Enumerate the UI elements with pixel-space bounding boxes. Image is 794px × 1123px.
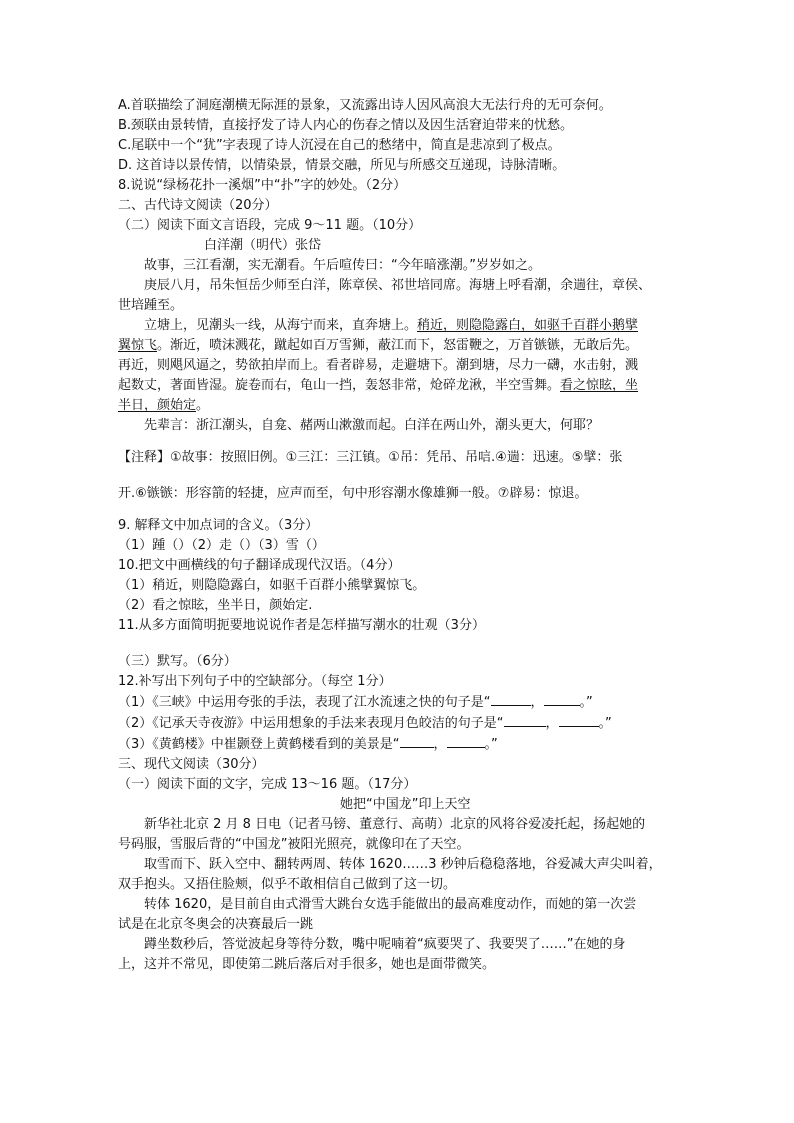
article-paragraph-4-line-2: 上，这并不常见，即使第二跳后落后对手很多，她也是面带微笑。 (118, 957, 496, 972)
underlined-sentence-2: 看之惊眩，坐 (560, 378, 639, 393)
passage-paragraph-2-line-2: 世培踵至。 (118, 298, 184, 313)
fill-blank[interactable] (491, 692, 531, 706)
fill-blank[interactable] (504, 713, 546, 727)
underlined-sentence-2-end: 半日，颜始定 (118, 398, 197, 413)
question-10-item-2: （2）看之惊眩，坐半日，颜始定. (118, 598, 313, 613)
underlined-sentence-1: 稍近，则隐隐露白，如驱千百群小鹅擘 (417, 318, 639, 333)
q7-option-b: B.颈联由景转情，直接抒发了诗人内心的伤春之情以及因生活窘迫带来的忧愁。 (118, 118, 574, 133)
question-11: 11.从多方面简明扼要地说说作者是怎样描写潮水的壮观（3分） (118, 618, 485, 633)
q7-option-d: D. 这首诗以景传情，以情染景，情景交融，所见与所感交互递现，诗脉清晰。 (118, 158, 566, 173)
question-12-item-3: （3）《黄鹤楼》中崔颢登上黄鹤楼看到的美景是“ ， 。” (118, 734, 678, 755)
q7-option-c: C.尾联中一个“犹”字表现了诗人沉浸在自己的愁绪中，简直是悲凉到了极点。 (118, 138, 561, 153)
q7-option-a: A.首联描绘了洞庭潮横无际涯的景象，又流露出诗人因风高浪大无法行舟的无可奈何。 (118, 98, 612, 113)
question-12: 12.补写出下列句子中的空缺部分。（每空 1分） (118, 674, 392, 689)
section-3-title: 三、现代文阅读（30分） (118, 757, 265, 772)
annotation-line-1: 【注释】①故事：按照旧例。①三江：三江镇。①吊：凭吊、吊唁.④遄：迅速。⑤擘：张 (118, 450, 623, 465)
exam-page (118, 96, 678, 975)
article-paragraph-1-line-2: 号码服，雪服后背的“中国龙”被阳光照亮，就像印在了天空。 (118, 837, 470, 852)
section-2-part-2-heading: （二）阅读下面文言语段，完成 9～11 题。（10分） (118, 218, 422, 233)
passage-paragraph-3-line-1: 立塘上，见潮头一线，从海宁而来，直奔塘上。稍近，则隐隐露白，如驱千百群小鹅擘 (144, 318, 639, 333)
question-12-item-1: （1）《三峡》中运用夸张的手法，表现了江水流速之快的句子是“ ， 。” (118, 692, 678, 713)
passage-paragraph-3-line-4: 起数丈，著面皆湿。旋卷而右，龟山一挡，轰怒非常，炝碎龙湫，半空雪舞。看之惊眩，坐 (118, 378, 639, 393)
passage-paragraph-3-line-3: 再近，则飓风逼之，势欲拍岸而上。看者辟易，走避塘下。潮到塘，尽力一礴，水击射，溅 (118, 358, 639, 373)
question-8: 8.说说“绿杨花扑一溪烟”中“扑”字的妙处。（2分） (118, 178, 407, 193)
article-paragraph-2-line-1: 取雪而下、跃入空中、翻转两周、转体 1620……3 秒钟后稳稳落地，谷爱减大声尖叫着， (144, 857, 662, 872)
article-paragraph-3-line-2: 试是在北京冬奥会的决赛最后一跳 (118, 917, 314, 932)
fill-blank[interactable] (400, 734, 434, 748)
article-paragraph-2-line-2: 双手抱头。又捂住脸颊，似乎不敢相信自己做到了这一切。 (118, 877, 457, 892)
question-10-item-1: （1）稍近，则隐隐露白，如驱千百群小熊擘翼惊飞。 (118, 578, 426, 593)
passage-paragraph-3-line-2: 翼惊飞。渐近，喷沫溅花，蹴起如百万雪狮，蔽江而下，怒雷鞭之，万首镞镞，无敢后先。 (118, 338, 639, 353)
question-9-items: （1）踵（）（2）走（）（3）雪（） (118, 538, 325, 553)
underlined-sentence-1-end: 翼惊飞 (118, 338, 158, 353)
section-2-part-3-heading: （三）默写。（6分） (118, 654, 237, 669)
article-title: 她把“中国龙”印上天空 (340, 797, 471, 812)
passage-paragraph-4: 先辈言：浙江潮头，自龛、赭两山漱激而起。白洋在两山外，潮头更大，何耶？ (144, 418, 600, 433)
question-12-item-2: （2）《记承天寺夜游》中运用想象的手法来表现月色皎洁的句子是“ ， 。” (118, 713, 678, 734)
fill-blank[interactable] (447, 734, 485, 748)
article-paragraph-1-line-1: 新华社北京 2 月 8 日电（记者马镑、董意行、高萌）北京的风将谷爱凌托起，扬起她的 (144, 817, 646, 832)
article-paragraph-4-line-1: 蹲坐数秒后，答觉波起身等待分数，嘴中呢喃着“疯要哭了、我要哭了……”在她的身 (144, 937, 626, 952)
section-2-title: 二、古代诗文阅读（20分） (118, 198, 278, 213)
fill-blank[interactable] (544, 692, 580, 706)
passage-paragraph-2-line-1: 庚辰八月，吊朱恒岳少师至白洋，陈章侯、祁世培同席。海塘上呼看潮，余遄往，章侯、 (144, 278, 652, 293)
passage-title: 白洋潮（明代）张岱 (204, 238, 322, 253)
question-9: 9. 解释文中加点词的含义。（3分） (118, 518, 319, 533)
passage-paragraph-1: 故事，三江看潮，实无潮看。午后喧传曰：“今年暗涨潮。”岁岁如之。 (144, 258, 541, 273)
passage-paragraph-3-line-5: 半日，颜始定。 (118, 398, 210, 413)
section-3-part-1-heading: （一）阅读下面的文字，完成 13～16 题。（17分） (118, 777, 417, 792)
article-paragraph-3-line-1: 转体 1620，是目前自由式滑雪大跳台女选手能做出的最高难度动作，而她的第一次尝 (144, 897, 637, 912)
fill-blank[interactable] (559, 713, 599, 727)
question-10: 10.把文中画横线的句子翻译成现代汉语。（4分） (118, 558, 401, 573)
annotation-line-2: 开.⑥镞镞：形容箭的轻捷，应声而至，句中形容潮水像雄狮一般。⑦辟易：惊退。 (118, 486, 588, 501)
